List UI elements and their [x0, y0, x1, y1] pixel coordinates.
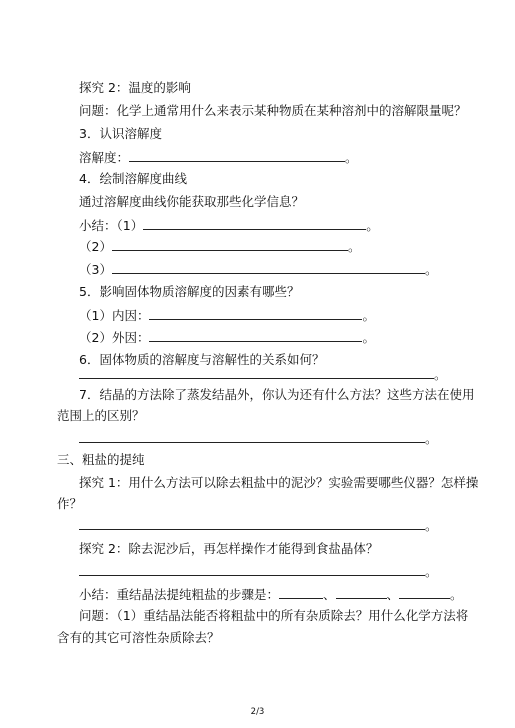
item-4-heading: 4．绘制溶解度曲线 [79, 171, 187, 186]
item-7-answer-blank[interactable] [79, 428, 425, 443]
summary-3-blank[interactable] [112, 259, 425, 274]
line-end-period: 。 [345, 150, 358, 165]
internal-factor-label: （1）内因： [79, 308, 150, 323]
item-6-answer-blank[interactable] [79, 364, 434, 379]
line-end-period: 。 [366, 218, 379, 233]
summary-1-fill-line [79, 215, 379, 235]
item-6-heading: 6．固体物质的溶解度与溶解性的关系如何？ [79, 352, 325, 367]
question2-line-1: 问题：（1）重结晶法能否将粗盐中的所有杂质除去？用什么化学方法将 [79, 608, 469, 623]
line-end-period: 。 [450, 587, 463, 602]
step-3-blank[interactable] [399, 584, 450, 599]
line-end-period: 。 [424, 262, 438, 277]
line-end-period: 。 [425, 431, 438, 446]
explore2-temperature-heading: 探究 2：温度的影响 [79, 80, 191, 95]
steps-label: 小结：重结晶法提纯粗盐的步骤是： [79, 587, 280, 602]
line-end-period: 。 [425, 518, 438, 533]
summary-2-label: （2） [79, 239, 112, 254]
external-factor-blank[interactable] [149, 327, 362, 342]
summary-2-blank[interactable] [112, 236, 348, 251]
solubility-fill-line [79, 147, 358, 167]
summary-1-blank[interactable] [143, 215, 366, 230]
line-end-period: 。 [425, 564, 438, 579]
explore2-salt-heading: 探究 2：除去泥沙后，再怎样操作才能得到食盐晶体？ [79, 541, 379, 556]
explore1-line-2: 作？ [57, 496, 83, 511]
explore1-line-1: 探究 1：用什么方法可以除去粗盐中的泥沙？实验需要哪些仪器？怎样操 [79, 475, 479, 490]
item-7-answer-line [79, 428, 438, 448]
external-factor-label: （2）外因： [79, 330, 150, 345]
explore1-answer-blank[interactable] [79, 515, 425, 530]
summary-3-label: （3） [79, 262, 112, 277]
step-2-blank[interactable] [336, 584, 387, 599]
line-end-period: 。 [362, 330, 375, 345]
curve-question: 通过溶解度曲线你能获取那些化学信息？ [79, 194, 305, 209]
solubility-label: 溶解度： [79, 150, 130, 165]
item-7-line-2: 范围上的区别？ [57, 408, 145, 423]
recrystallization-steps-line [79, 584, 463, 604]
explore2-salt-answer-blank[interactable] [79, 561, 425, 576]
item-6-answer-line [79, 364, 447, 384]
explore2-salt-answer-line [79, 561, 438, 581]
steps-separator: 、 [386, 587, 400, 602]
external-factor-fill-line [79, 327, 375, 347]
line-end-period: 。 [347, 239, 361, 254]
solubility-blank[interactable] [129, 147, 345, 162]
summary-2-fill-line [79, 236, 360, 256]
question-solubility-limit: 问题：化学上通常用什么来表示某种物质在某种溶剂中的溶解限量呢？ [79, 103, 467, 118]
internal-factor-fill-line [79, 305, 375, 325]
question2-line-2: 含有的其它可溶性杂质除去？ [57, 630, 220, 645]
page-number: 2/3 [250, 707, 265, 717]
line-end-period: 。 [434, 367, 447, 382]
summary-3-fill-line [79, 259, 437, 279]
section-3-heading: 三、粗盐的提纯 [57, 452, 145, 467]
explore1-answer-line [79, 515, 438, 535]
line-end-period: 。 [362, 308, 375, 323]
internal-factor-blank[interactable] [149, 305, 362, 320]
item-3-heading: 3．认识溶解度 [79, 126, 162, 141]
steps-separator: 、 [323, 587, 336, 602]
item-7-line-1: 7．结晶的方法除了蒸发结晶外，你认为还有什么方法？这些方法在使用 [79, 387, 475, 402]
step-1-blank[interactable] [279, 584, 323, 599]
item-5-heading: 5．影响固体物质溶解度的因素有哪些？ [79, 284, 300, 299]
summary-1-label: 小结：（1） [79, 218, 144, 233]
